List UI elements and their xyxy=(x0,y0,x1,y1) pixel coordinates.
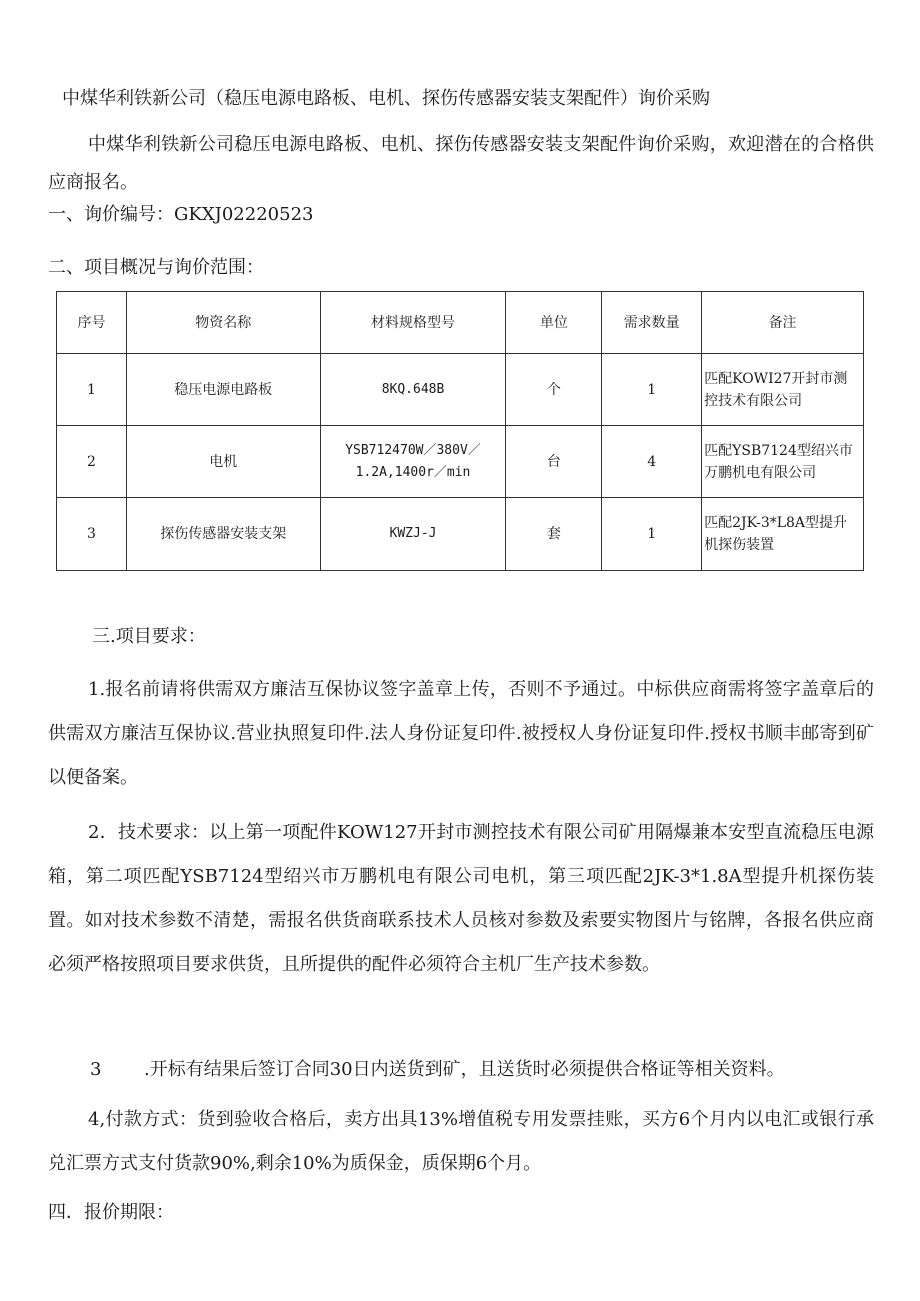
row-number: 1 xyxy=(57,354,127,426)
unit: 台 xyxy=(506,426,602,498)
row-number: 3 xyxy=(57,498,127,571)
quantity: 4 xyxy=(602,426,702,498)
material-name: 电机 xyxy=(126,426,320,498)
quantity: 1 xyxy=(602,354,702,426)
intro-paragraph: 中煤华利铁新公司稳压电源电路板、电机、探伤传感器安装支架配件询价采购，欢迎潜在的合格供应商报名。 xyxy=(48,134,874,193)
requirement-4: 4,付款方式：货到验收合格后，卖方出具13%增值税专用发票挂账，买方6个月内以电汇或银行承兑汇票方式支付货款90%,剩余10%为质保金，质保期6个月。 xyxy=(48,1109,874,1174)
material-name: 探伤传感器安装支架 xyxy=(126,498,320,571)
header-cell: 物资名称 xyxy=(126,292,320,354)
unit: 套 xyxy=(506,498,602,571)
requirement-3: .开标有结果后签订合同30日内送货到矿，且送货时必须提供合格证等相关资料。 xyxy=(144,1059,785,1080)
table-row xyxy=(57,354,864,426)
header-cell: 单位 xyxy=(506,292,602,354)
section-project-requirements: 三.项目要求： xyxy=(92,626,206,647)
header-cell: 序号 xyxy=(57,292,127,354)
section-inquiry-number: 一、询价编号：GKXJ02220523 xyxy=(48,204,314,225)
quantity: 1 xyxy=(602,498,702,571)
material-spec: 8KQ.648B xyxy=(320,354,506,426)
section-quote-deadline: 四．报价期限： xyxy=(48,1202,174,1223)
row-number: 2 xyxy=(57,426,127,498)
requirement-1: 1.报名前请将供需双方廉洁互保协议签字盖章上传，否则不予通过。中标供应商需将签字盖章后的供需双方廉洁互保协议.营业执照复印件.法人身份证复印件.被授权人身份证复印件.授权书顺丰邮寄到矿以便备案。 xyxy=(48,679,874,788)
requirement-3-number: 3 xyxy=(90,1059,102,1080)
remark: 匹配KOWI27开封市测控技术有限公司 xyxy=(702,354,864,426)
material-spec: YSB712470W／380V／1.2A,1400r／min xyxy=(320,426,506,498)
table-header-row xyxy=(57,292,864,354)
header-cell: 备注 xyxy=(702,292,864,354)
page-title: 中煤华利铁新公司（稳压电源电路板、电机、探伤传感器安装支架配件）询价采购 xyxy=(62,88,710,109)
material-name: 稳压电源电路板 xyxy=(126,354,320,426)
remark: 匹配2JK-3*L8A型提升机探伤装置 xyxy=(702,498,864,571)
table-row xyxy=(57,426,864,498)
requirement-2: 2．技术要求：以上第一项配件KOW127开封市测控技术有限公司矿用隔爆兼本安型直流稳压电源箱，第二项匹配YSB7124型绍兴市万鹏机电有限公司电机，第三项匹配2JK-3*1.8A型提升机探伤装置。如对技术参数不清楚，需报名供货商联系技术人员核对参数及索要实物图片与铭牌，各报名供应商必须严格按照项目要求供货，且所提供的配件必须符合主机厂生产技术参数。 xyxy=(48,822,874,975)
header-cell: 材料规格型号 xyxy=(320,292,506,354)
header-cell: 需求数量 xyxy=(602,292,702,354)
section-project-overview: 二、项目概况与询价范围： xyxy=(48,257,264,278)
remark: 匹配YSB7124型绍兴市万鹏机电有限公司 xyxy=(702,426,864,498)
table-row xyxy=(57,498,864,571)
unit: 个 xyxy=(506,354,602,426)
material-spec: KWZJ-J xyxy=(320,498,506,571)
items-table xyxy=(56,291,864,571)
